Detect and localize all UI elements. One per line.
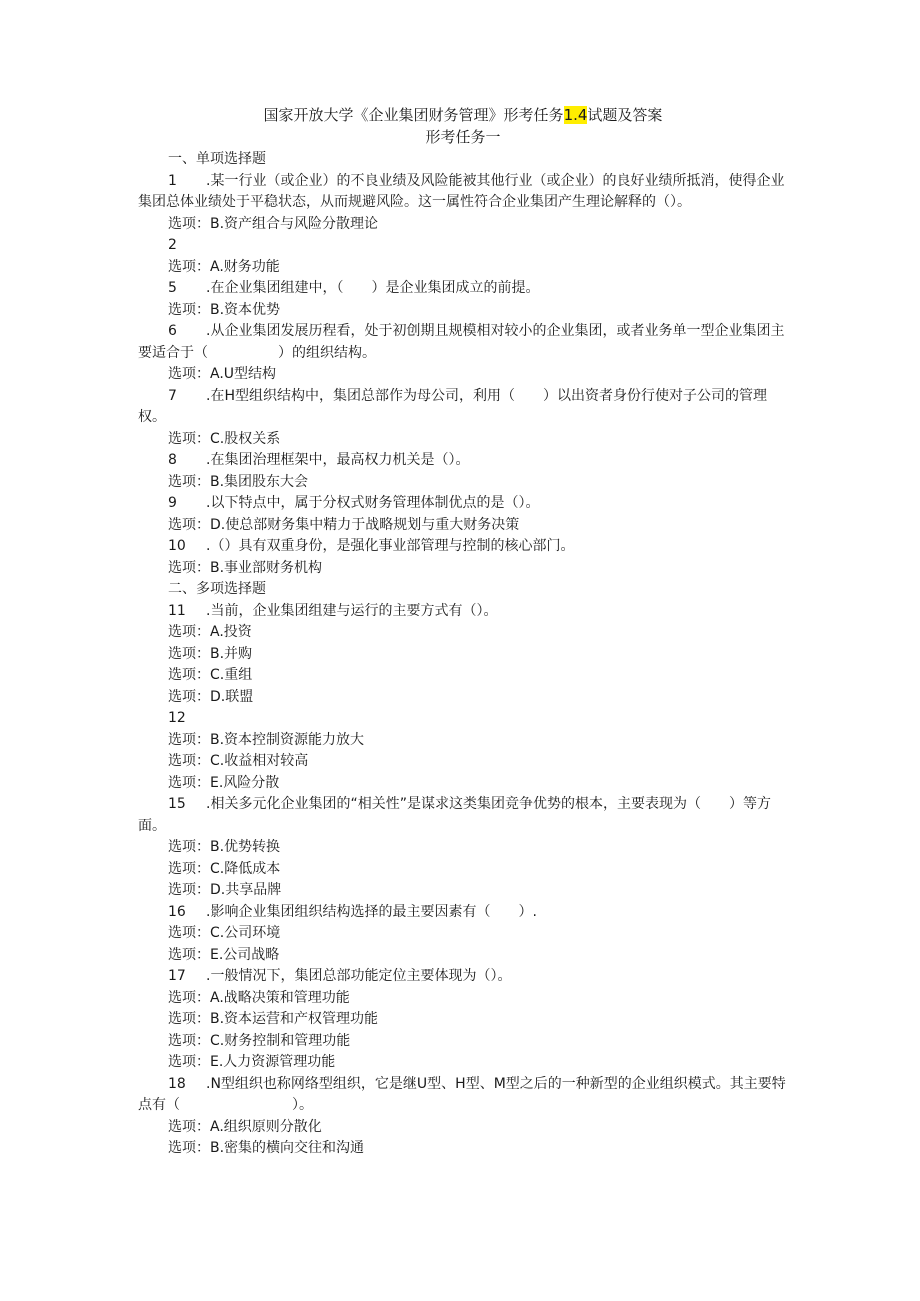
document-title: 国家开放大学《企业集团财务管理》形考任务1.4试题及答案 xyxy=(263,106,663,124)
question-11: 11 .当前，企业集团组建与运行的主要方式有（）。 xyxy=(168,602,498,619)
answer-option: 选项：C.收益相对较高 xyxy=(168,753,309,769)
document-page xyxy=(138,104,788,1160)
answer-option: 选项：B.资本控制资源能力放大 xyxy=(168,731,365,748)
answer-option: 选项：C.财务控制和管理功能 xyxy=(168,1032,351,1049)
answer-option: 选项：C.股权关系 xyxy=(168,430,281,447)
answer-option: 选项：B.集团股东大会 xyxy=(168,473,309,490)
answer-option: 选项：D.共享品牌 xyxy=(168,882,282,898)
answer-option: 选项：B.事业部财务机构 xyxy=(168,559,323,576)
question-2: 2 xyxy=(168,237,177,253)
question-10: 10 .（）具有双重身份，是强化事业部管理与控制的核心部门。 xyxy=(168,538,575,554)
question-9: 9 .以下特点中，属于分权式财务管理体制优点的是（）。 xyxy=(168,495,540,511)
question-16: 16 .影响企业集团组织结构选择的最主要因素有（ ）. xyxy=(168,903,537,920)
answer-option: 选项：E.人力资源管理功能 xyxy=(168,1054,336,1070)
answer-option: 选项：A.财务功能 xyxy=(168,258,280,275)
answer-option: 选项：A.U型结构 xyxy=(168,366,277,382)
section-heading-multi-choice: 二、多项选择题 xyxy=(168,581,266,597)
answer-option: 选项：E.公司战略 xyxy=(168,946,280,963)
answer-option: 选项：A.战略决策和管理功能 xyxy=(168,989,350,1006)
answer-option: 选项：B.优势转换 xyxy=(168,839,281,855)
answer-option: 选项：B.资本运营和产权管理功能 xyxy=(168,1011,379,1027)
question-18: 18 .N型组织也称网络型组织，它是继U型、H型、M型之后的一种新型的企业组织模式。其主要特点有（ ）。 xyxy=(138,1075,786,1113)
answer-option: 选项：B.并购 xyxy=(168,645,253,662)
answer-option: 选项：C.降低成本 xyxy=(168,860,281,877)
answer-option: 选项：D.联盟 xyxy=(168,688,254,705)
answer-option: 选项：C.公司环境 xyxy=(168,925,281,941)
document-subtitle: 形考任务一 xyxy=(425,128,501,146)
question-7: 7 .在H型组织结构中，集团总部作为母公司，利用（ ）以出资者身份行使对子公司的管理权。 xyxy=(138,387,767,425)
question-17: 17 .一般情况下，集团总部功能定位主要体现为（）。 xyxy=(168,968,512,984)
answer-option: 选项：A.组织原则分散化 xyxy=(168,1118,322,1135)
question-12: 12 xyxy=(168,710,186,726)
answer-option: 选项：E.风险分散 xyxy=(168,774,280,791)
answer-option: 选项：B.资本优势 xyxy=(168,301,281,318)
section-heading-single-choice: 一、单项选择题 xyxy=(168,151,266,167)
question-1: 1 .某一行业（或企业）的不良业绩及风险能被其他行业（或企业）的良好业绩所抵消，使得企业集团总体业绩处于平稳状态，从而规避风险。这一属性符合企业集团产生理论解释的（）。 xyxy=(138,172,785,210)
question-5: 5 .在企业集团组建中，（ ）是企业集团成立的前提。 xyxy=(168,280,540,296)
answer-option: 选项：B.资产组合与风险分散理论 xyxy=(168,215,379,232)
question-8: 8 .在集团治理框架中，最高权力机关是（）。 xyxy=(168,452,470,468)
highlighted-text: 1.4 xyxy=(563,106,588,124)
answer-option: 选项：A.投资 xyxy=(168,624,252,640)
answer-option: 选项：B.密集的横向交往和沟通 xyxy=(168,1140,365,1156)
answer-option: 选项：D.使总部财务集中精力于战略规划与重大财务决策 xyxy=(168,516,520,533)
question-6: 6 .从企业集团发展历程看，处于初创期且规模相对较小的企业集团，或者业务单一型企业集团主要适合于（ ）的组织结构。 xyxy=(138,323,785,361)
answer-option: 选项：C.重组 xyxy=(168,667,253,683)
question-15: 15 .相关多元化企业集团的“相关性”是谋求这类集团竞争优势的根本，主要表现为（ ）等方面。 xyxy=(138,796,771,834)
